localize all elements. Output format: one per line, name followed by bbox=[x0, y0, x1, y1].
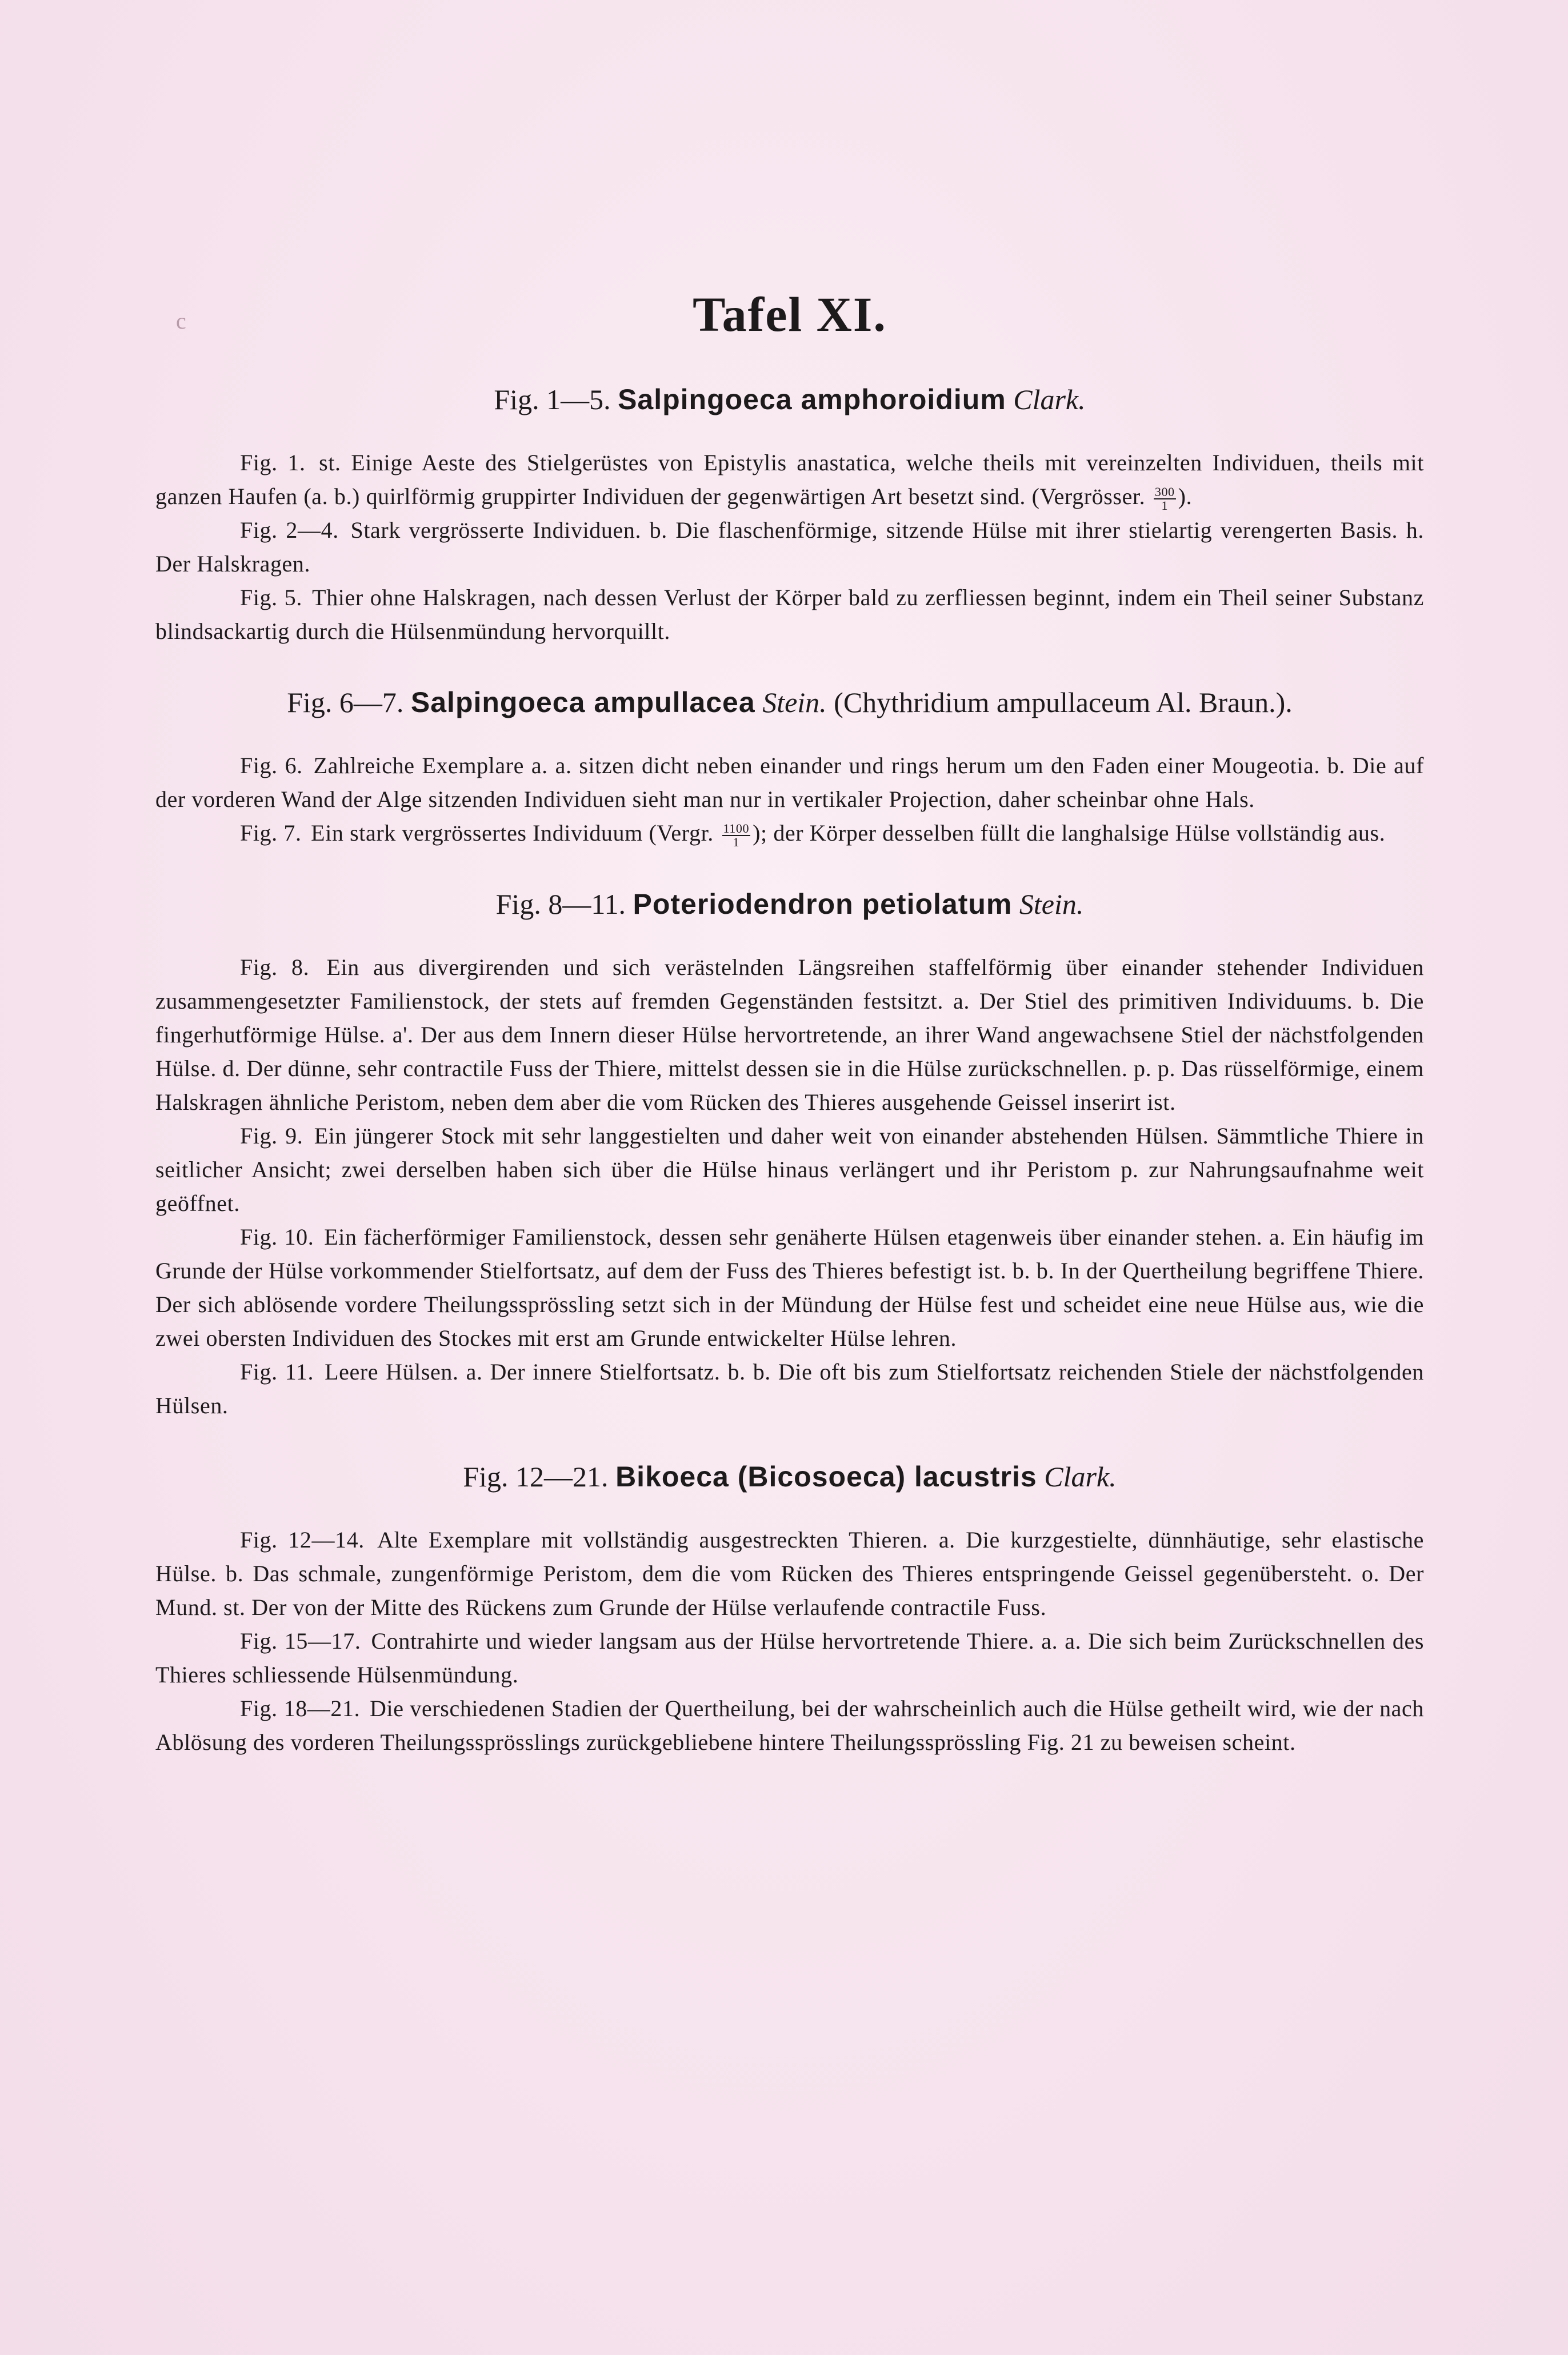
section bbox=[155, 1460, 1424, 1759]
species-name: Salpingoeca amphoroidium bbox=[618, 383, 1006, 415]
figure-description bbox=[155, 446, 1424, 513]
description-text: Ein fächerförmiger Familienstock, dessen sehr genäherte Hülsen etagenweis über einander stehen. a. Ein häufig im Grunde der Hülse vorkommender Stielfortsatz, auf dem der Fuss des Thieres befestigt ist. b. b. In der Quertheilung begriffene Thiere. Der sich ablösende vordere Theilungssprössling setzt sich in der Mündung der Hülse fest und scheidet eine neue Hülse aus, wie die zwei obersten Individuen des Stockes mit erst am Grunde entwickelter Hülse lehren. bbox=[155, 1224, 1424, 1351]
figure-label: Fig. 7. bbox=[240, 820, 302, 846]
figure-label: Fig. 15—17. bbox=[240, 1628, 361, 1654]
figure-label: Fig. 6. bbox=[240, 753, 303, 778]
figure-description bbox=[155, 513, 1424, 581]
figure-label: Fig. 10. bbox=[240, 1224, 314, 1250]
description-text: Ein aus divergirenden und sich verästelnden Längsreihen staffelförmig über einander stehender Individuen zusammengesetzter Familienstock, der stets auf fremden Gegenständen festsitzt. a. Der Stiel des primitiven Individuums. b. Die fingerhutförmige Hülse. a'. Der aus dem Innern dieser Hülse hervortretende, an ihrer Wand angewachsene Stiel der nächstfolgenden Hülse. d. Der dünne, sehr contractile Fuss der Thiere, mittelst dessen sie in die Hülse zurückschnellen. p. p. Das rüsselförmige, einem Halskragen ähnliche Peristom, neben dem aber die vom Rücken des Thieres ausgehende Geissel inserirt ist. bbox=[155, 954, 1424, 1115]
figure-label: Fig. 1. bbox=[240, 450, 306, 475]
figure-label: Fig. 8. bbox=[240, 954, 310, 980]
figure-range: Fig. 1—5. bbox=[494, 383, 611, 415]
fraction-numerator: 1100 bbox=[723, 821, 750, 835]
figure-description bbox=[155, 749, 1424, 816]
description-text: Zahlreiche Exemplare a. a. sitzen dicht neben einander und rings herum um den Faden einer Mougeotia. b. Die auf der vorderen Wand der Alge sitzenden Individuen sieht man nur in vertikaler Projection, daher scheinbar ohne Hals. bbox=[155, 753, 1424, 812]
section bbox=[155, 383, 1424, 648]
figure-description bbox=[155, 1355, 1424, 1422]
plate-content bbox=[155, 286, 1424, 1797]
description-text: st. Einige Aeste des Stielgerüstes von Epistylis anastatica, welche theils mit vereinzelten Individuen, theils mit ganzen Haufen (a. b.) quirlförmig gruppirter Individuen der gegenwärtigen Art besetzt sind. (Vergrösser. bbox=[155, 450, 1424, 509]
description-text: Ein stark vergrössertes Individuum (Vergr. bbox=[311, 820, 714, 846]
figure-range: Fig. 8—11. bbox=[495, 888, 626, 920]
section-heading bbox=[155, 1460, 1424, 1493]
figure-description bbox=[155, 1523, 1424, 1624]
species-name: Bikoeca (Bicosoeca) lacustris bbox=[615, 1461, 1037, 1493]
figure-range: Fig. 12—21. bbox=[463, 1461, 609, 1493]
description-text-continued: ). bbox=[1178, 483, 1193, 509]
synonym: (Chythridium ampullaceum Al. Braun.). bbox=[834, 686, 1293, 718]
fraction-numerator: 300 bbox=[1154, 484, 1175, 499]
description-text: Ein jüngerer Stock mit sehr langgestielten und daher weit von einander abstehenden Hülsen. Sämmtliche Thiere in seitlicher Ansicht; zwei derselben haben sich über die Hülse hinaus verlängert und ihr Peristom p. zur Nahrungsaufnahme weit geöffnet. bbox=[155, 1123, 1425, 1216]
figure-description bbox=[155, 1119, 1424, 1220]
description-text: Stark vergrösserte Individuen. b. Die flaschenförmige, sitzende Hülse mit ihrer stielartig verengerten Basis. h. Der Halskragen. bbox=[155, 517, 1424, 577]
figure-description bbox=[155, 1692, 1424, 1759]
figure-description bbox=[155, 816, 1424, 850]
fraction-denominator: 1 bbox=[1161, 498, 1169, 513]
figure-label: Fig. 12—14. bbox=[240, 1527, 365, 1553]
magnification-fraction bbox=[1154, 486, 1176, 512]
description-text: Die verschiedenen Stadien der Quertheilung, bei der wahrscheinlich auch die Hülse getheilt wird, wie der nach Ablösung des vorderen Theilungssprösslings zurückgebliebene hintere Theilungssprössling Fig. 21 zu beweisen scheint. bbox=[155, 1696, 1424, 1755]
fraction-denominator: 1 bbox=[733, 834, 740, 849]
figure-label: Fig. 2—4. bbox=[240, 517, 339, 543]
species-name: Salpingoeca ampullacea bbox=[410, 686, 755, 718]
species-author: Stein. bbox=[762, 686, 827, 718]
figure-description bbox=[155, 950, 1424, 1119]
section bbox=[155, 887, 1424, 1422]
description-text: Contrahirte und wieder langsam aus der Hülse hervortretende Thiere. a. a. Die sich beim Zurückschnellen des Thieres schliessende Hülsenmündung. bbox=[155, 1628, 1424, 1688]
description-text: Thier ohne Halskragen, nach dessen Verlust der Körper bald zu zerfliessen beginnt, indem ein Theil seiner Substanz blindsackartig durch die Hülsenmündung hervorquillt. bbox=[155, 585, 1424, 644]
figure-label: Fig. 9. bbox=[240, 1123, 303, 1149]
species-author: Clark. bbox=[1044, 1461, 1117, 1493]
figure-label: Fig. 11. bbox=[240, 1359, 314, 1385]
figure-description bbox=[155, 1220, 1424, 1355]
description-text-continued: ); der Körper desselben füllt die langhalsige Hülse vollständig aus. bbox=[753, 820, 1386, 846]
species-author: Stein. bbox=[1019, 888, 1084, 920]
description-text: Alte Exemplare mit vollständig ausgestreckten Thieren. a. Die kurzgestielte, dünnhäutige, sehr elastische Hülse. b. Das schmale, zungenförmige Peristom, dem die vom Rücken des Thieres entspringende Geissel gegenübersteht. o. Der Mund. st. Der von der Mitte des Rückens zum Grunde der Hülse verlaufende contractile Fuss. bbox=[155, 1527, 1424, 1620]
figure-description bbox=[155, 1624, 1424, 1692]
figure-label: Fig. 5. bbox=[240, 585, 302, 610]
section bbox=[155, 686, 1424, 850]
figure-label: Fig. 18—21. bbox=[240, 1696, 361, 1721]
description-text: Leere Hülsen. a. Der innere Stielfortsatz. b. b. Die oft bis zum Stielfortsatz reichenden Stiele der nächstfolgenden Hülsen. bbox=[155, 1359, 1424, 1418]
section-heading bbox=[155, 686, 1424, 719]
species-author: Clark. bbox=[1013, 383, 1086, 415]
section-heading bbox=[155, 887, 1424, 921]
magnification-fraction bbox=[722, 822, 751, 849]
figure-range: Fig. 6—7. bbox=[287, 686, 404, 718]
sections-container bbox=[155, 383, 1424, 1759]
figure-description bbox=[155, 581, 1424, 648]
margin-mark: c bbox=[176, 308, 186, 334]
section-heading bbox=[155, 383, 1424, 416]
plate-title: Tafel XI. bbox=[693, 287, 887, 342]
species-name: Poteriodendron petiolatum bbox=[633, 888, 1013, 920]
